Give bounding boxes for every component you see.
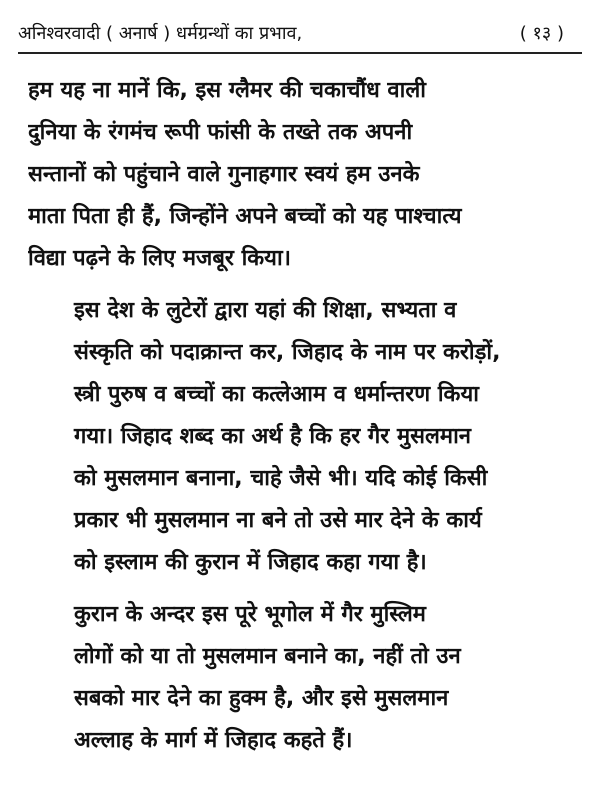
paragraph-2: [28, 290, 576, 584]
text-line: सन्तानों को पहुंचाने वाले गुनाहगार स्वयं हम उनके: [28, 162, 420, 187]
paragraph-3: [28, 594, 576, 762]
text-line: लोगों को या तो मुसलमान बनाने का, नहीं तो उन: [74, 644, 461, 669]
running-head: अनिश्वरवादी ( अनार्ष ) धर्मग्रन्थों का प्रभाव,: [18, 23, 303, 44]
text-line: को मुसलमान बनाना, चाहे जैसे भी। यदि कोई किसी: [74, 466, 488, 491]
page-header: [18, 10, 582, 60]
header-rule: [18, 52, 582, 54]
text-line: को इस्लाम की कुरान में जिहाद कहा गया है।: [74, 550, 427, 575]
text-line: हम यह ना मानें कि, इस ग्लैमर की चकाचौंध वाली: [28, 78, 426, 103]
text-line: स्त्री पुरुष व बच्चों का कत्लेआम व धर्मान्तरण किया: [74, 382, 479, 407]
text-line: कुरान के अन्दर इस पूरे भूगोल में गैर मुस्लिम: [74, 602, 426, 627]
page-body: [28, 70, 576, 772]
text-line: प्रकार भी मुसलमान ना बने तो उसे मार देने के कार्य: [74, 508, 482, 533]
text-line: अल्लाह के मार्ग में जिहाद कहते हैं।: [74, 728, 353, 753]
text-line: दुनिया के रंगमंच रूपी फांसी के तख्ते तक अपनी: [28, 120, 413, 145]
text-line: विद्या पढ़ने के लिए मजबूर किया।: [28, 246, 291, 271]
text-line: गया। जिहाद शब्द का अर्थ है कि हर गैर मुसलमान: [74, 424, 471, 449]
text-line: माता पिता ही हैं, जिन्होंने अपने बच्चों को यह पाश्चात्य: [28, 204, 462, 229]
text-line: इस देश के लुटेरों द्वारा यहां की शिक्षा, सभ्यता व: [74, 298, 457, 323]
page-number: ( १३ ): [519, 23, 564, 44]
text-line: संस्कृति को पदाक्रान्त कर, जिहाद के नाम पर करोड़ों,: [74, 340, 501, 365]
paragraph-1: [28, 70, 576, 280]
text-line: सबको मार देने का हुक्म है, और इसे मुसलमान: [74, 686, 449, 711]
